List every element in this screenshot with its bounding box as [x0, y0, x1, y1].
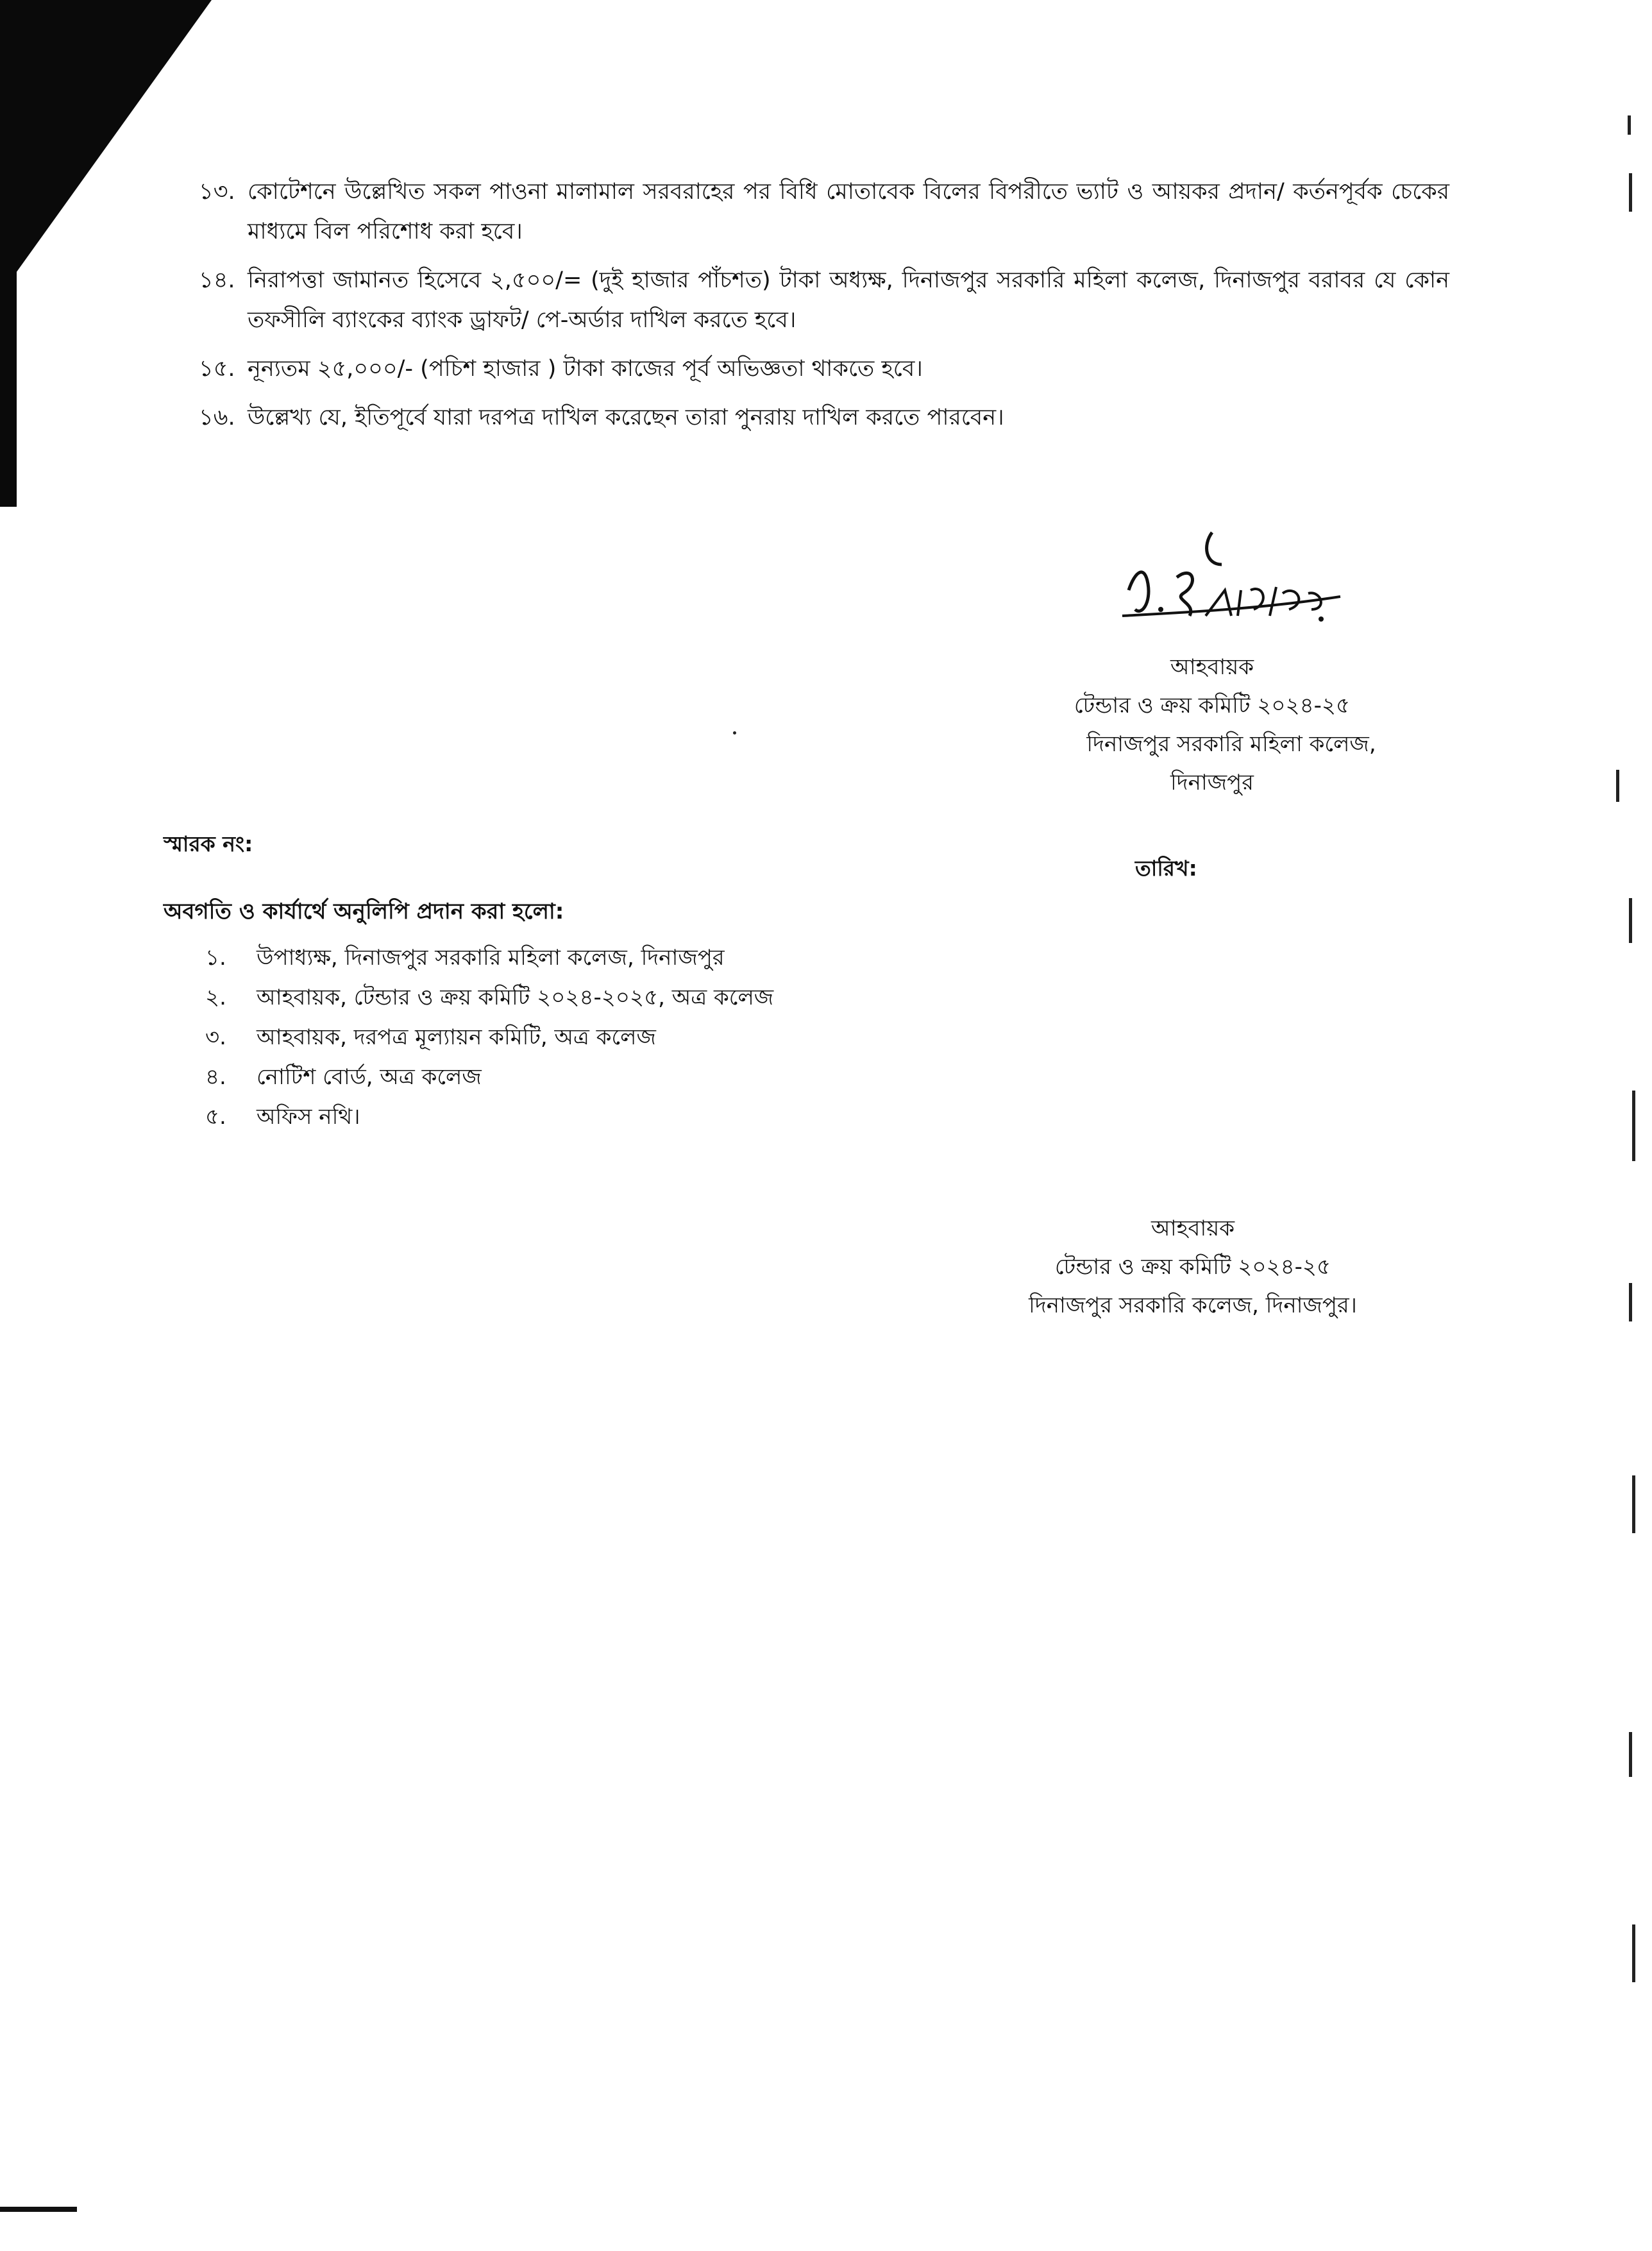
clause-text: কোটেশনে উল্লেখিত সকল পাওনা মালামাল সরবরাহের পর বিধি মোতাবেক বিলের বিপরীতে ভ্যাট ও আয়কর প্রদান/ কর্তনপূর্বক চেকের মাধ্যমে বিল পরিশোধ করা হবে। [248, 179, 1449, 244]
list-item-text: উপাধ্যক্ষ, দিনাজপুর সরকারি মহিলা কলেজ, দিনাজপুর [257, 945, 725, 971]
signature-block-bottom [962, 1209, 1424, 1325]
scan-edge-mark [1632, 1091, 1635, 1161]
clause-13 [199, 172, 1449, 251]
list-item [205, 938, 773, 978]
list-item-text: আহবায়ক, টেন্ডার ও ক্রয় কমিটি ২০২৪-২০২৫, অত্র কলেজ [257, 985, 774, 1010]
signatory-title: আহবায়ক [1150, 1216, 1235, 1241]
clause-number: ১৫. [199, 356, 235, 382]
list-item-number: ২. [205, 985, 226, 1010]
clause-number: ১৪. [199, 268, 235, 293]
list-item-number: ৪. [205, 1064, 226, 1090]
scan-edge-mark [1628, 115, 1631, 135]
list-item-number: ৩. [205, 1024, 226, 1050]
clause-15 [199, 349, 1449, 389]
list-item-number: ৫. [205, 1104, 226, 1130]
clause-14 [199, 260, 1449, 340]
scan-edge-mark [1632, 1475, 1635, 1533]
scan-corner-shadow [0, 0, 212, 295]
signature-block-top [988, 648, 1437, 802]
memo-number-label: স্মারক নং: [164, 831, 253, 856]
list-item [205, 1057, 773, 1097]
institution-city: দিনাজপুর [1170, 770, 1254, 795]
scan-edge-mark [1632, 1924, 1635, 1982]
list-item-text: নোটিশ বোর্ড, অত্র কলেজ [257, 1064, 482, 1090]
terms-list [199, 172, 1449, 446]
cc-heading: অবগতি ও কার্যার্থে অনুলিপি প্রদান করা হলো: [164, 899, 564, 924]
list-item [205, 1097, 773, 1137]
clause-text: নিরাপত্তা জামানত হিসেবে ২,৫০০/= (দুই হাজার পাঁচশত) টাকা অধ্যক্ষ, দিনাজপুর সরকারি মহিলা কলেজ, দিনাজপুর বরাবর যে কোন তফসীলি ব্যাংকের ব্যাংক ড্রাফট/ পে-অর্ডার দাখিল করতে হবে। [248, 268, 1449, 333]
cc-list [205, 938, 773, 1137]
scan-edge-mark [1629, 1283, 1632, 1321]
committee-name: টেন্ডার ও ক্রয় কমিটি ২০২৪-২৫ [1054, 1254, 1331, 1280]
scan-edge-mark [1616, 770, 1619, 802]
institution-name: দিনাজপুর সরকারি কলেজ, দিনাজপুর। [1029, 1293, 1357, 1318]
scan-edge-bar [0, 192, 17, 507]
list-item-number: ১. [205, 945, 226, 971]
signatory-title: আহবায়ক [1170, 654, 1254, 680]
committee-name: টেন্ডার ও ক্রয় কমিটি ২০২৪-২৫ [1074, 693, 1351, 718]
list-item [205, 1017, 773, 1057]
scan-bottom-mark [0, 2207, 77, 2212]
list-item [205, 978, 773, 1017]
list-item-text: আহবায়ক, দরপত্র মূল্যায়ন কমিটি, অত্র কলেজ [257, 1024, 656, 1050]
date-label: তারিখ: [1135, 856, 1197, 881]
scan-dot [733, 731, 736, 735]
list-item-text: অফিস নথি। [257, 1104, 360, 1130]
handwritten-signature [1116, 520, 1360, 648]
clause-text: নূন্যতম ২৫,০০০/- (পচিশ হাজার ) টাকা কাজের পূর্ব অভিজ্ঞতা থাকতে হবে। [248, 356, 923, 382]
scan-edge-mark [1629, 1732, 1632, 1777]
clause-number: ১৩. [199, 179, 235, 205]
clause-number: ১৬. [199, 405, 235, 430]
scan-edge-mark [1629, 898, 1632, 943]
clause-text: উল্লেখ্য যে, ইতিপূর্বে যারা দরপত্র দাখিল করেছেন তারা পুনরায় দাখিল করতে পারবেন। [248, 405, 1004, 430]
institution-name: দিনাজপুর সরকারি মহিলা কলেজ, [1086, 731, 1376, 757]
scan-edge-mark [1629, 173, 1632, 212]
clause-16 [199, 398, 1449, 437]
